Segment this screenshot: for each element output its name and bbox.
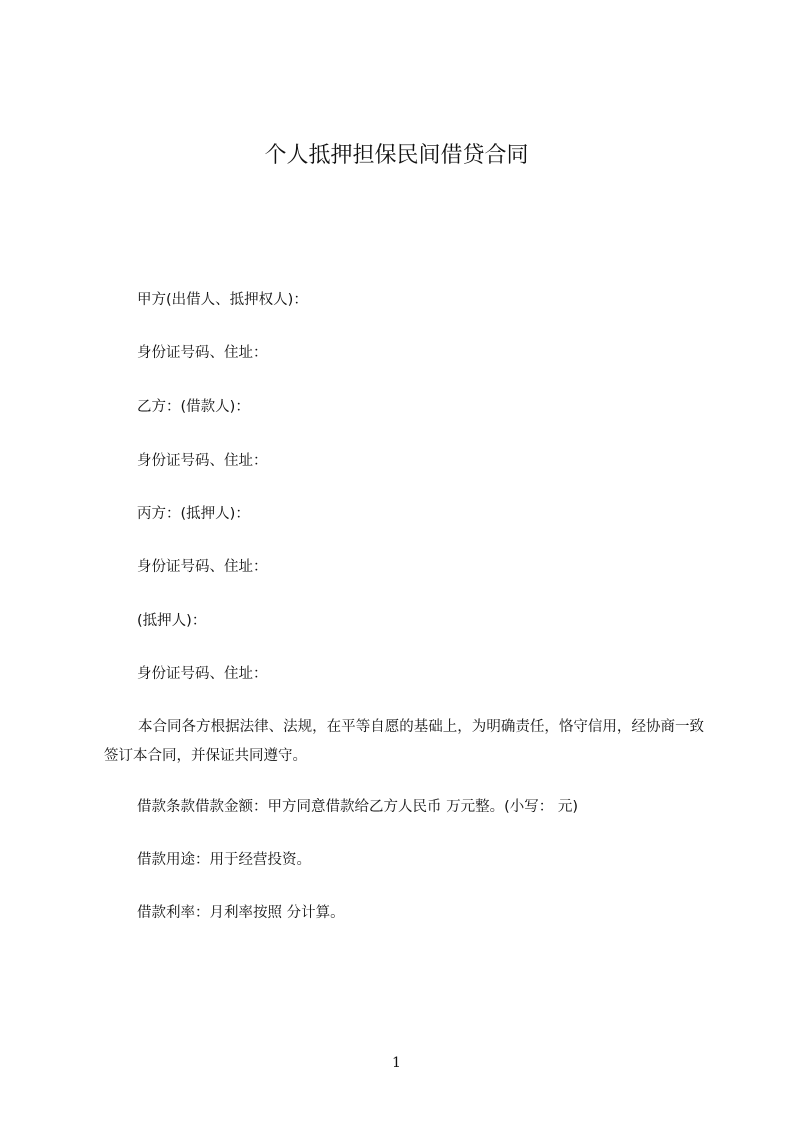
loan-amount-line: 借款条款借款金额：甲方同意借款给乙方人民币 万元整。(小写： 元) — [137, 799, 579, 815]
mortgagor-line: (抵押人)： — [137, 613, 207, 629]
loan-purpose-line: 借款用途：用于经营投资。 — [137, 852, 311, 868]
mortgagor-id-line: 身份证号码、住址： — [137, 666, 268, 682]
loan-rate-line: 借款利率：月利率按照 分计算。 — [137, 905, 345, 921]
party-b-line: 乙方：(借款人)： — [137, 399, 250, 415]
party-c-line: 丙方：(抵押人)： — [137, 506, 250, 522]
intro-paragraph: 本合同各方根据法律、法规，在平等自愿的基础上，为明确责任，恪守信用，经协商一致签订本合同，并保证共同遵守。 — [104, 719, 704, 764]
document-title: 个人抵押担保民间借贷合同 — [264, 143, 529, 168]
party-a-line: 甲方(出借人、抵押权人)： — [137, 292, 308, 308]
party-b-id-line: 身份证号码、住址： — [137, 453, 268, 469]
party-a-id-line: 身份证号码、住址： — [137, 345, 268, 361]
page-number: 1 — [392, 1055, 401, 1071]
party-c-id-line: 身份证号码、住址： — [137, 559, 268, 575]
